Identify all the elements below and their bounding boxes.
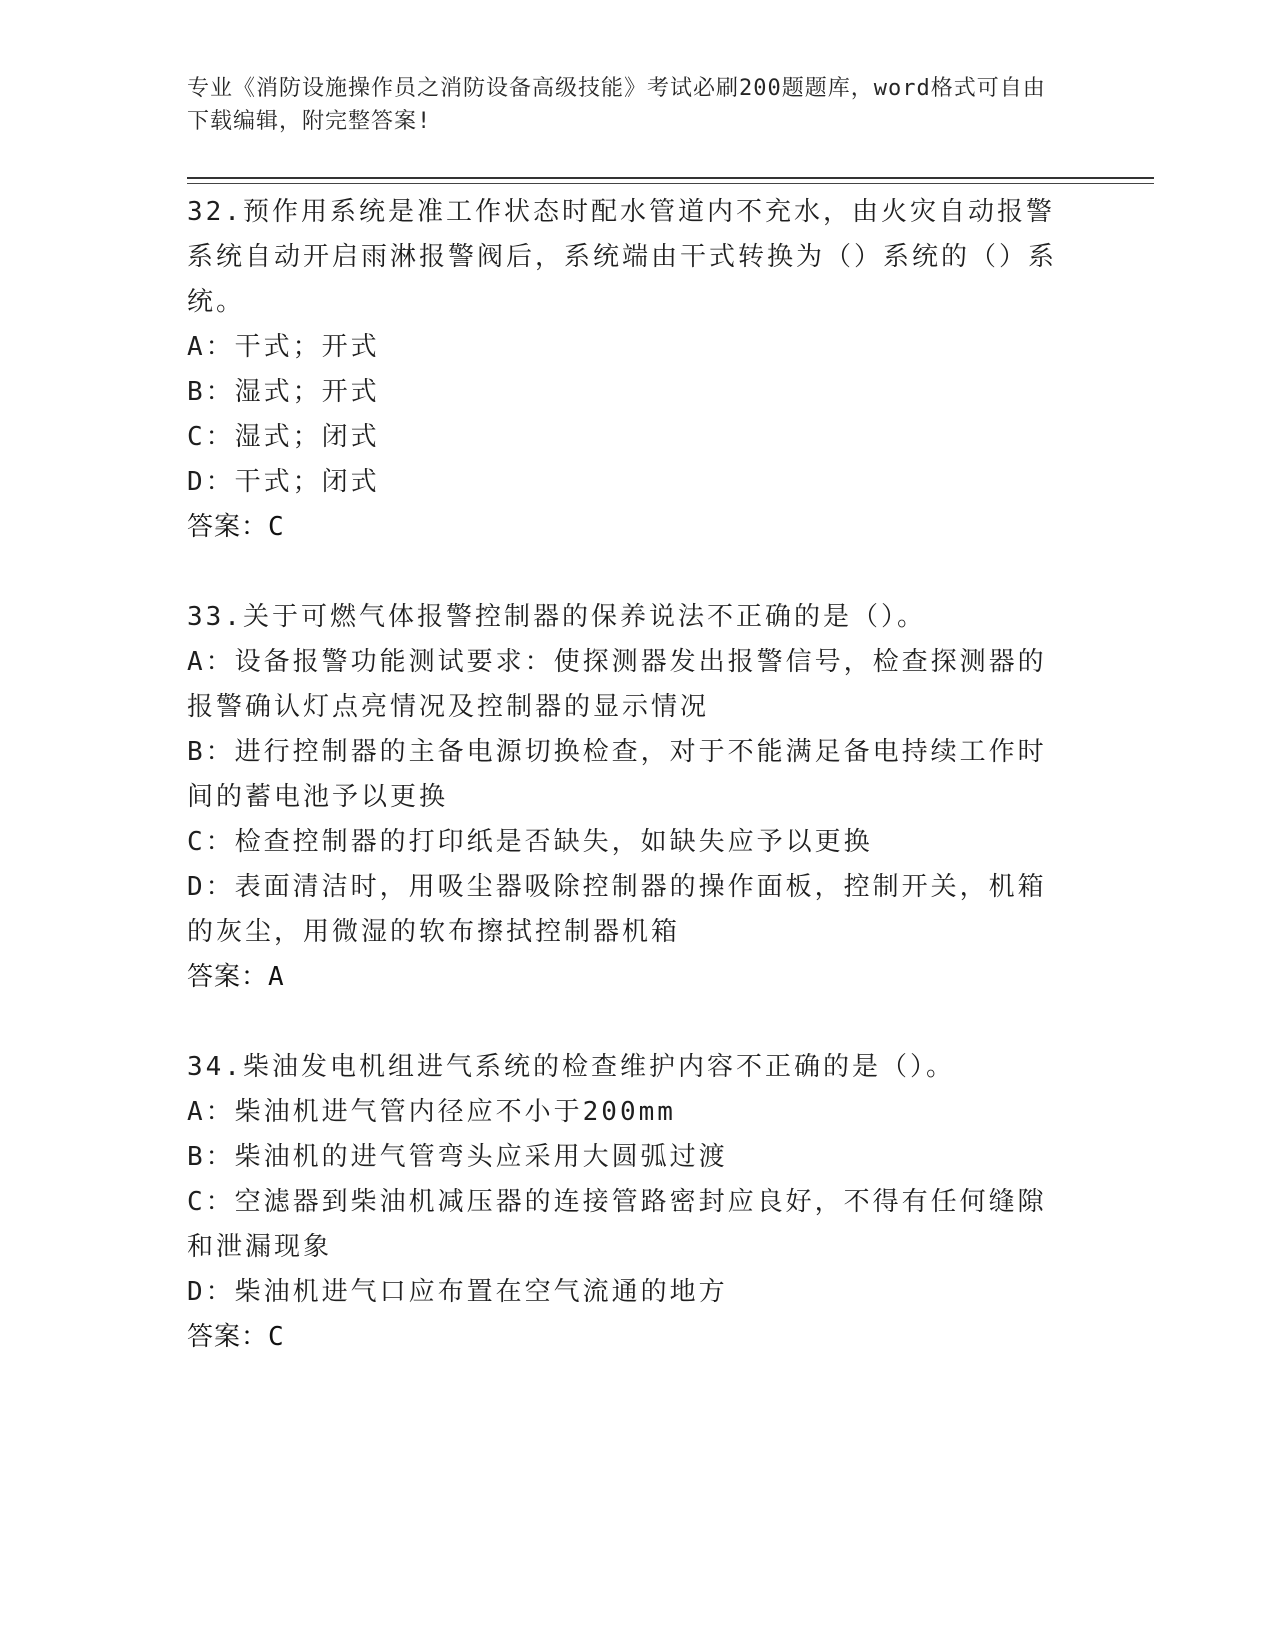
answer-label: 答案：	[187, 1322, 269, 1352]
header-divider-thin	[187, 183, 1154, 184]
option-a: A：柴油机进气管内径应不小于200mm	[187, 1097, 676, 1127]
answer-line	[187, 505, 1067, 550]
option-d: D：柴油机进气口应布置在空气流通的地方	[187, 1277, 728, 1307]
answer-label: 答案：	[187, 962, 269, 992]
answer-line	[187, 1315, 1067, 1360]
option-b: B：进行控制器的主备电源切换检查，对于不能满足备电持续工作时间的蓄电池予以更换	[187, 737, 1047, 812]
option-d: D：干式；闭式	[187, 467, 380, 497]
question-stem: 34.柴油发电机组进气系统的检查维护内容不正确的是（）。	[187, 1052, 955, 1082]
question-spacer	[187, 1000, 1067, 1045]
option-a: A：干式；开式	[187, 332, 380, 362]
question-stem: 32.预作用系统是准工作状态时配水管道内不充水，由火灾自动报警系统自动开启雨淋报警阀后，系统端由干式转换为（）系统的（）系统。	[187, 197, 1058, 317]
document-header: 专业《消防设施操作员之消防设备高级技能》考试必刷200题题库，word格式可自由下载编辑，附完整答案!	[187, 76, 1046, 134]
answer-value: A	[268, 962, 285, 992]
question-list	[187, 190, 1067, 1360]
answer-label: 答案：	[187, 512, 269, 542]
option-d: D：表面清洁时，用吸尘器吸除控制器的操作面板，控制开关，机箱的灰尘，用微湿的软布擦拭控制器机箱	[187, 872, 1047, 947]
answer-value: C	[268, 1322, 285, 1352]
question-spacer	[187, 550, 1067, 595]
option-b: B：湿式；开式	[187, 377, 380, 407]
question-33	[187, 595, 1067, 1000]
header-divider-thick	[187, 177, 1154, 179]
question-32	[187, 190, 1067, 550]
option-c: C：湿式；闭式	[187, 422, 380, 452]
option-c: C：检查控制器的打印纸是否缺失，如缺失应予以更换	[187, 827, 873, 857]
question-34	[187, 1045, 1067, 1360]
option-c: C：空滤器到柴油机减压器的连接管路密封应良好，不得有任何缝隙和泄漏现象	[187, 1187, 1047, 1262]
option-a: A：设备报警功能测试要求：使探测器发出报警信号，检查探测器的报警确认灯点亮情况及控制器的显示情况	[187, 647, 1047, 722]
option-b: B：柴油机的进气管弯头应采用大圆弧过渡	[187, 1142, 728, 1172]
answer-value: C	[268, 512, 285, 542]
answer-line	[187, 955, 1067, 1000]
question-stem: 33.关于可燃气体报警控制器的保养说法不正确的是（）。	[187, 602, 926, 632]
